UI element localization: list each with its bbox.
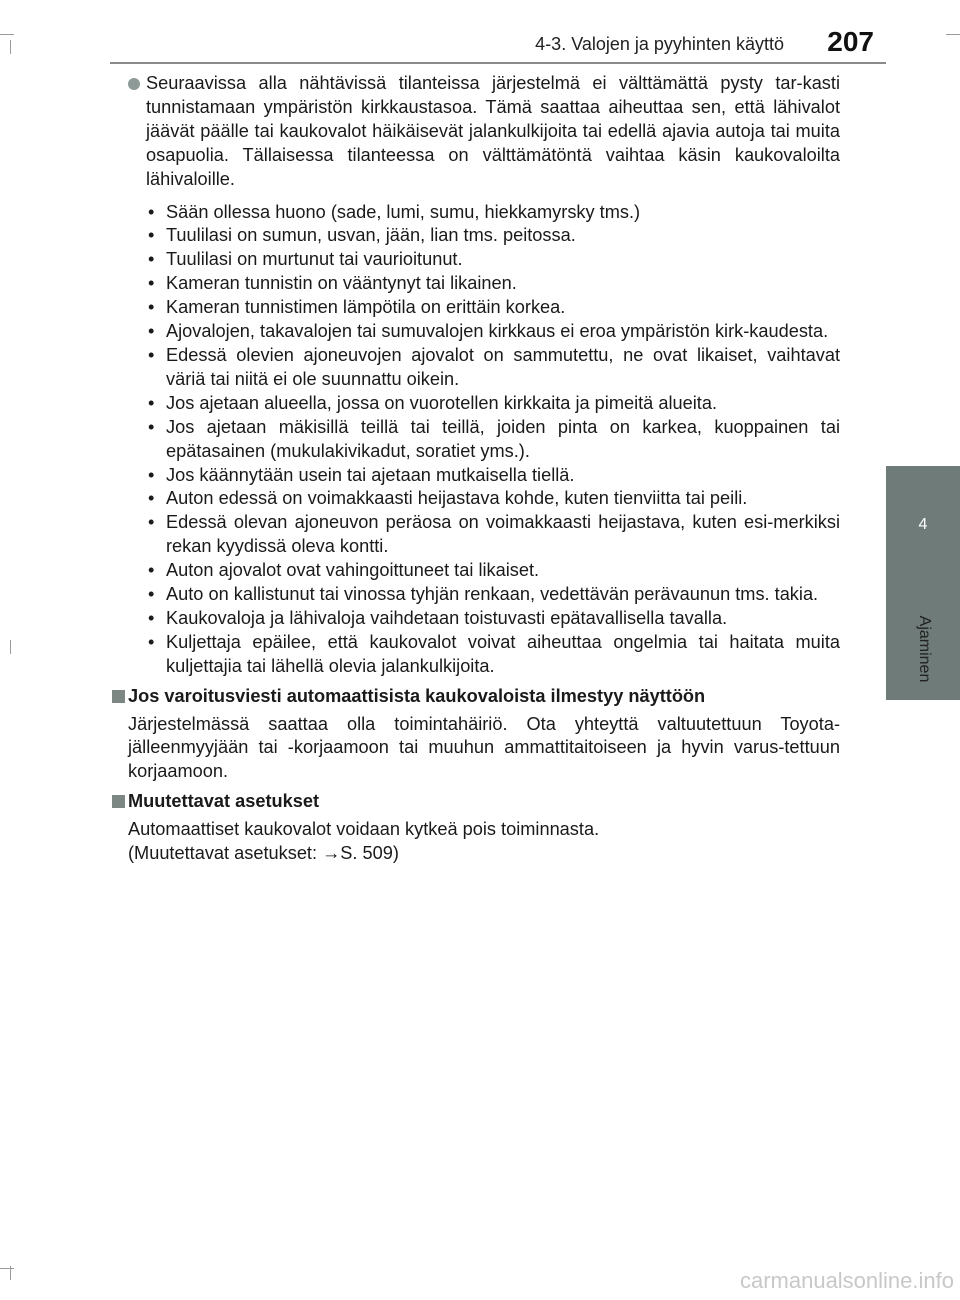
bullet-icon: • [148, 560, 155, 581]
section-body: Järjestelmässä saattaa olla toimintahäiriö. Ota yhteyttä valtuutettuun Toyota-jälleenmyyjään tai -korjaamoon tai muuhun ammattitaitoiseen ja hyvin varus-tettuun korjaamoon. [128, 713, 840, 782]
list-item: • Ajovalojen, takavalojen tai sumuvalojen kirkkaus ei eroa ympäristön kirk-kaudesta. [146, 320, 840, 344]
bullet-icon: • [148, 321, 155, 342]
page-reference[interactable]: (Muutettavat asetukset: →S. 509) [128, 843, 399, 864]
crop-mark [0, 34, 14, 35]
section-warning-message [112, 685, 840, 785]
list-item: • Jos käännytään usein tai ajetaan mutkaisella tiellä. [146, 464, 840, 488]
circle-bullet-icon [128, 78, 140, 90]
list-item: • Kameran tunnistimen lämpötila on erittäin korkea. [146, 296, 840, 320]
bullet-icon: • [148, 225, 155, 246]
chapter-title-box [904, 610, 944, 710]
list-item: • Edessä olevien ajoneuvojen ajovalot on sammutettu, ne ovat likaiset, vaihtavat väriä tai niitä ei ole suunnattu oikein. [148, 344, 840, 389]
bullet-icon: • [148, 416, 155, 437]
note-paragraph [112, 72, 840, 192]
condition-list [112, 201, 840, 679]
section-custom-settings [112, 790, 840, 866]
bullet-icon: • [148, 297, 155, 318]
crop-mark [10, 40, 11, 54]
bullet-icon: • [148, 201, 155, 222]
page-header [110, 22, 874, 56]
chapter-number: 4 [918, 516, 928, 533]
list-item: • Auton edessä on voimakkaasti heijastava kohde, kuten tienviitta tai peili. [146, 487, 840, 511]
list-item: • Kameran tunnistin on vääntynyt tai likainen. [146, 272, 840, 296]
list-item: • Edessä olevan ajoneuvon peräosa on voimakkaasti heijastava, kuten esi-merkiksi rekan kyydissä oleva kontti. [148, 512, 840, 557]
list-item: • Auto on kallistunut tai vinossa tyhjän renkaan, vedettävän perävaunun tms. takia. [146, 583, 840, 607]
bullet-icon: • [148, 512, 155, 533]
list-item: • Jos ajetaan alueella, jossa on vuorotellen kirkkaita ja pimeitä alueita. [146, 392, 840, 416]
section-body: Automaattiset kaukovalot voidaan kytkeä pois toiminnasta. (Muutettavat asetukset: →S. 509) [112, 818, 840, 866]
list-item: • Jos ajetaan mäkisillä teillä tai teillä, joiden pinta on karkea, kuoppainen tai epätasainen (mukulakivikadut, soratiet yms.). [148, 416, 840, 461]
list-item: • Kuljettaja epäilee, että kaukovalot voivat aiheuttaa ongelmia tai haitata muita kuljettajia tai lähellä olevia jalankulkijoita. [148, 631, 840, 676]
bullet-icon: • [148, 607, 155, 628]
bullet-icon: • [148, 344, 155, 365]
note-text: Seuraavissa alla nähtävissä tilanteissa järjestelmä ei välttämättä pysty tar-kasti tunnistamaan ympäristön kirkkaustasoa. Tämä saattaa aiheuttaa sen, että lähivalot jäävät päälle tai kaukovalot häikäisevät jalankulkijoita tai edellä ajavia autoja tai muita osapuolia. Tällaisessa tilanteessa on välttämätöntä vaihtaa käsin kaukovaloilta lähivaloille. [146, 73, 840, 189]
bullet-icon: • [148, 249, 155, 270]
bullet-icon: • [148, 631, 155, 652]
square-bullet-icon [112, 795, 125, 808]
bullet-icon: • [148, 584, 155, 605]
crop-mark [946, 34, 960, 35]
crop-mark [0, 1268, 14, 1269]
square-bullet-icon [112, 690, 125, 703]
bullet-icon: • [148, 273, 155, 294]
page-content [112, 72, 840, 866]
list-item: • Tuulilasi on murtunut tai vaurioitunut. [146, 248, 840, 272]
chapter-title: Ajaminen [916, 615, 933, 683]
list-item: • Kaukovaloja ja lähivaloja vaihdetaan toistuvasti epätavallisella tavalla. [146, 607, 840, 631]
page-number: 207 [827, 26, 874, 57]
header-section-title: 4-3. Valojen ja pyyhinten käyttö [535, 34, 784, 54]
crop-mark [10, 640, 11, 654]
list-item: • Auton ajovalot ovat vahingoittuneet tai likaiset. [146, 559, 840, 583]
watermark: carmanualsonline.info [739, 1268, 954, 1293]
bullet-icon: • [148, 464, 155, 485]
bullet-icon: • [148, 392, 155, 413]
bullet-icon: • [148, 488, 155, 509]
list-item: • Tuulilasi on sumun, usvan, jään, lian tms. peitossa. [146, 224, 840, 248]
header-divider [110, 62, 886, 64]
section-heading: Jos varoitusviesti automaattisista kaukovaloista ilmestyy näyttöön [112, 685, 840, 709]
list-item: • Sään ollessa huono (sade, lumi, sumu, hiekkamyrsky tms.) [146, 201, 840, 225]
section-heading: Muutettavat asetukset [112, 790, 840, 814]
